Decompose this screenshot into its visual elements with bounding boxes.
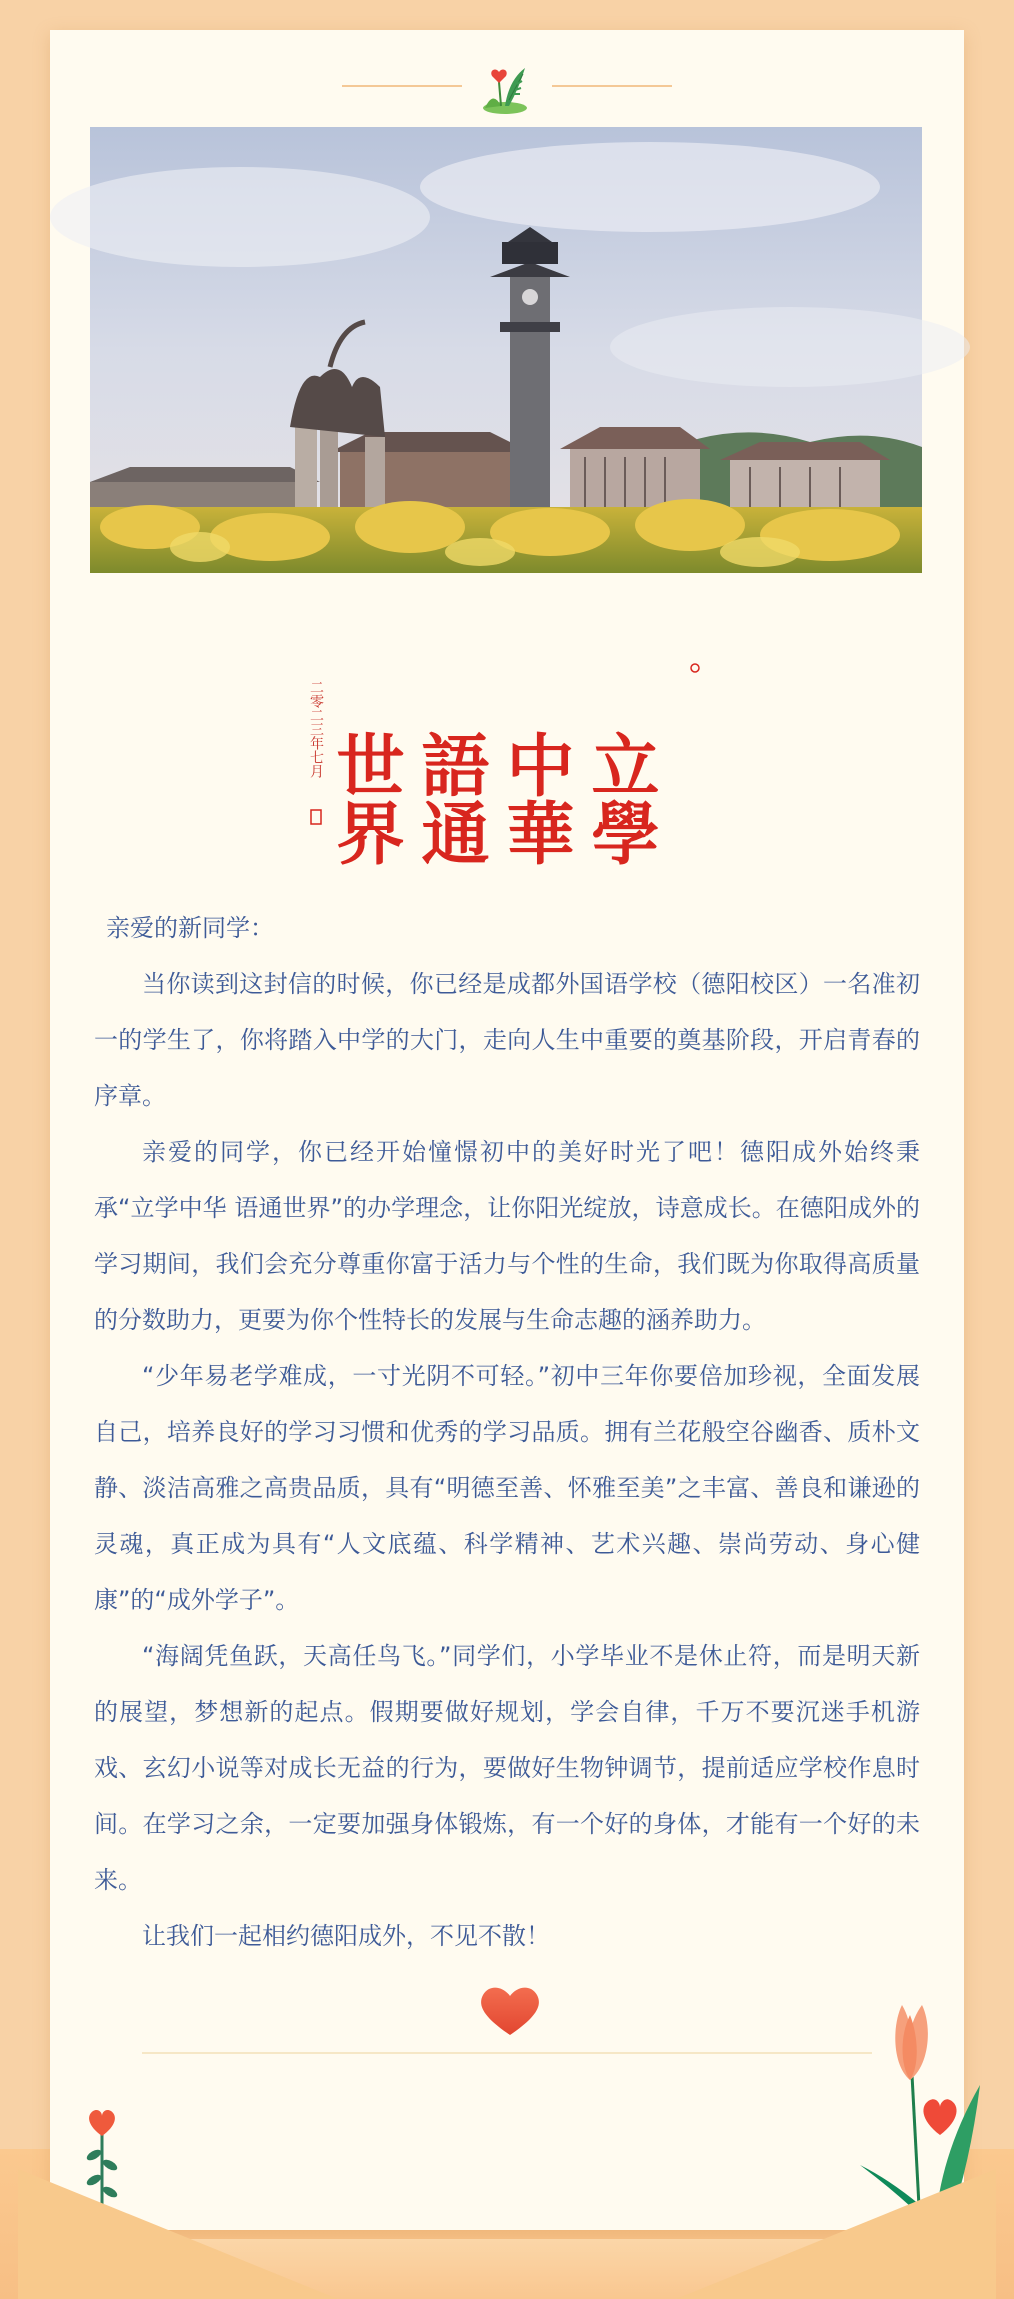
- letter-paragraph: “少年易老学难成，一寸光阴不可轻。”初中三年你要倍加珍视，全面发展自己，培养良好的学习习惯和优秀的学习品质。拥有兰花般空谷幽香、质朴文静、淡洁高雅之高贵品质，具有“明德至善、怀雅至美”之丰富、善良和谦逊的灵魂，真正成为具有“人文底蕴、科学精神、艺术兴趣、崇尚劳动、身心健康”的“成外学子”。: [94, 1362, 920, 1614]
- top-divider-right: [552, 85, 672, 87]
- seal-stamp: [311, 810, 321, 824]
- calligraphy-char-zhong: 中華: [495, 730, 575, 866]
- calligraphy-char-yu: 語通: [410, 730, 490, 866]
- calligraphy-inscription: 二零二三年七月: [308, 680, 324, 778]
- plant-heart-icon: [475, 60, 535, 115]
- letter-paper: [50, 30, 964, 2230]
- envelope-flap-right: [676, 2169, 996, 2299]
- letter-body: [94, 900, 920, 1964]
- letter-paragraph: 亲爱的同学，你已经开始憧憬初中的美好时光了吧！德阳成外始终秉承“立学中华 语通世界”的办学理念，让你阳光绽放，诗意成长。在德阳成外的学习期间，我们会充分尊重你富于活力与个性的生命，我们既为你取得高质量的分数助力，更要为你个性特长的发展与生命志趣的涵养助力。: [94, 1138, 920, 1334]
- calligraphy-motto: [308, 650, 710, 866]
- letter-greeting: 亲爱的新同学：: [106, 914, 274, 942]
- letter-paragraph: “海阔凭鱼跃，天高任鸟飞。”同学们，小学毕业不是休止符，而是明天新的展望，梦想新的起点。假期要做好规划，学会自律，千万不要沉迷手机游戏、玄幻小说等对成长无益的行为，要做好生物钟调节，提前适应学校作息时间。在学习之余，一定要加强身体锻炼，有一个好的身体，才能有一个好的未来。: [94, 1642, 920, 1894]
- calligraphy-char-shi: 世界: [325, 730, 405, 866]
- letter-paragraph: 当你读到这封信的时候，你已经是成都外国语学校（德阳校区）一名准初一的学生了，你将踏入中学的大门，走向人生中重要的奠基阶段，开启青春的序章。: [94, 970, 920, 1110]
- heart-icon: [475, 1980, 545, 2040]
- letter-closing: 让我们一起相约德阳成外，不见不散！: [142, 1922, 550, 1950]
- campus-photo: [90, 127, 922, 573]
- envelope-flap-left: [18, 2169, 338, 2299]
- calligraphy-char-li: 立學: [580, 730, 660, 866]
- top-divider-left: [342, 85, 462, 87]
- seal-mark: [691, 664, 699, 672]
- footer-divider: [142, 2052, 872, 2054]
